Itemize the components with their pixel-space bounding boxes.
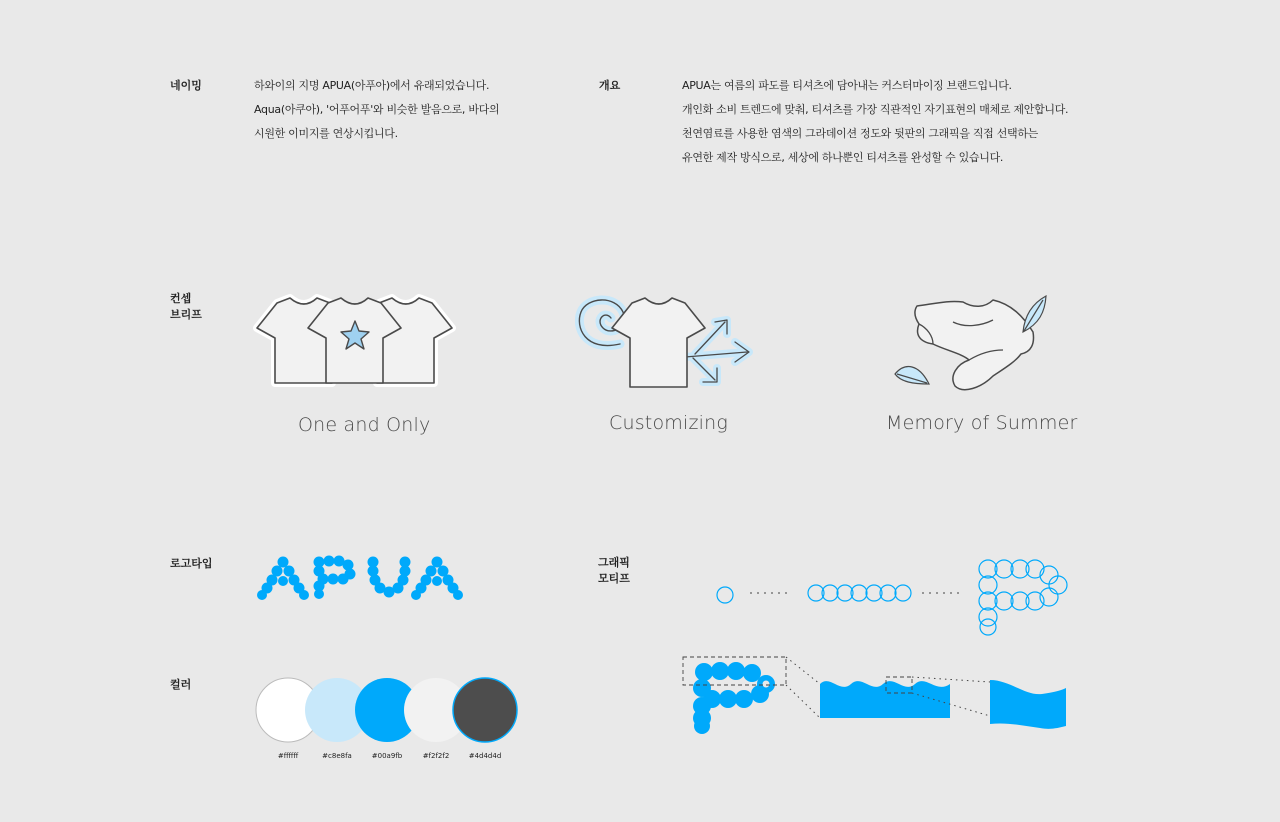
circle-chain-p-motif [710, 555, 1070, 637]
overview-line: 유연한 제작 방식으로, 세상에 하나뿐인 티셔츠를 완성할 수 있습니다. [682, 151, 1004, 164]
swatch-hex-label: #4d4d4d [468, 752, 502, 760]
swatch-hex-label: #00a9fb [371, 752, 403, 760]
graphic-motif-label-line2: 모티프 [598, 572, 630, 585]
naming-line: Aqua(아쿠아), '어푸어푸'와 비슷한 발음으로, 바다의 [254, 103, 500, 116]
swatch-hex-label: #f2f2f2 [422, 752, 450, 760]
color-label: 컬러 [170, 678, 192, 691]
three-tshirts-star-icon [250, 288, 460, 392]
concept-label [170, 291, 202, 323]
swatch-hex-label: #c8e8fa [322, 752, 352, 760]
color-swatches [255, 676, 519, 746]
overview-line: 천연염료를 사용한 염색의 그라데이션 정도와 뒷판의 그래픽을 직접 선택하는 [682, 127, 1039, 140]
concept-label-line2: 브리프 [170, 308, 202, 321]
graphic-motif-label [598, 555, 630, 587]
swatch-hex-label: #ffffff [277, 752, 299, 760]
overview-line: APUA는 여름의 파도를 티셔츠에 담아내는 커스터마이징 브랜드입니다. [682, 79, 1012, 92]
overview-description [682, 74, 1068, 170]
naming-description [254, 74, 499, 146]
logotype-label: 로고타입 [170, 557, 213, 570]
naming-line: 시원한 이미지를 연상시킵니다. [254, 127, 398, 140]
naming-label: 네이밍 [170, 79, 202, 92]
concept-caption: One and Only [298, 414, 431, 436]
concept-label-line1: 컨셉 [170, 292, 192, 305]
concept-caption: Customizing [609, 412, 728, 434]
wave-pattern-motif [680, 652, 1072, 736]
naming-line: 하와이의 지명 APUA(아푸아)에서 유래되었습니다. [254, 79, 490, 92]
concept-caption: Memory of Summer [886, 412, 1078, 434]
tshirt-swirl-arrows-icon [575, 292, 757, 394]
overview-label: 개요 [599, 79, 621, 92]
graphic-motif-label-line1: 그래픽 [598, 556, 630, 569]
overview-line: 개인화 소비 트렌드에 맞춰, 티셔츠를 가장 직관적인 자기표현의 매체로 제안합니다. [682, 103, 1069, 116]
apua-logo [255, 555, 470, 600]
folded-tshirt-leaves-icon [893, 292, 1053, 396]
swatch-dark-gray [453, 678, 517, 742]
